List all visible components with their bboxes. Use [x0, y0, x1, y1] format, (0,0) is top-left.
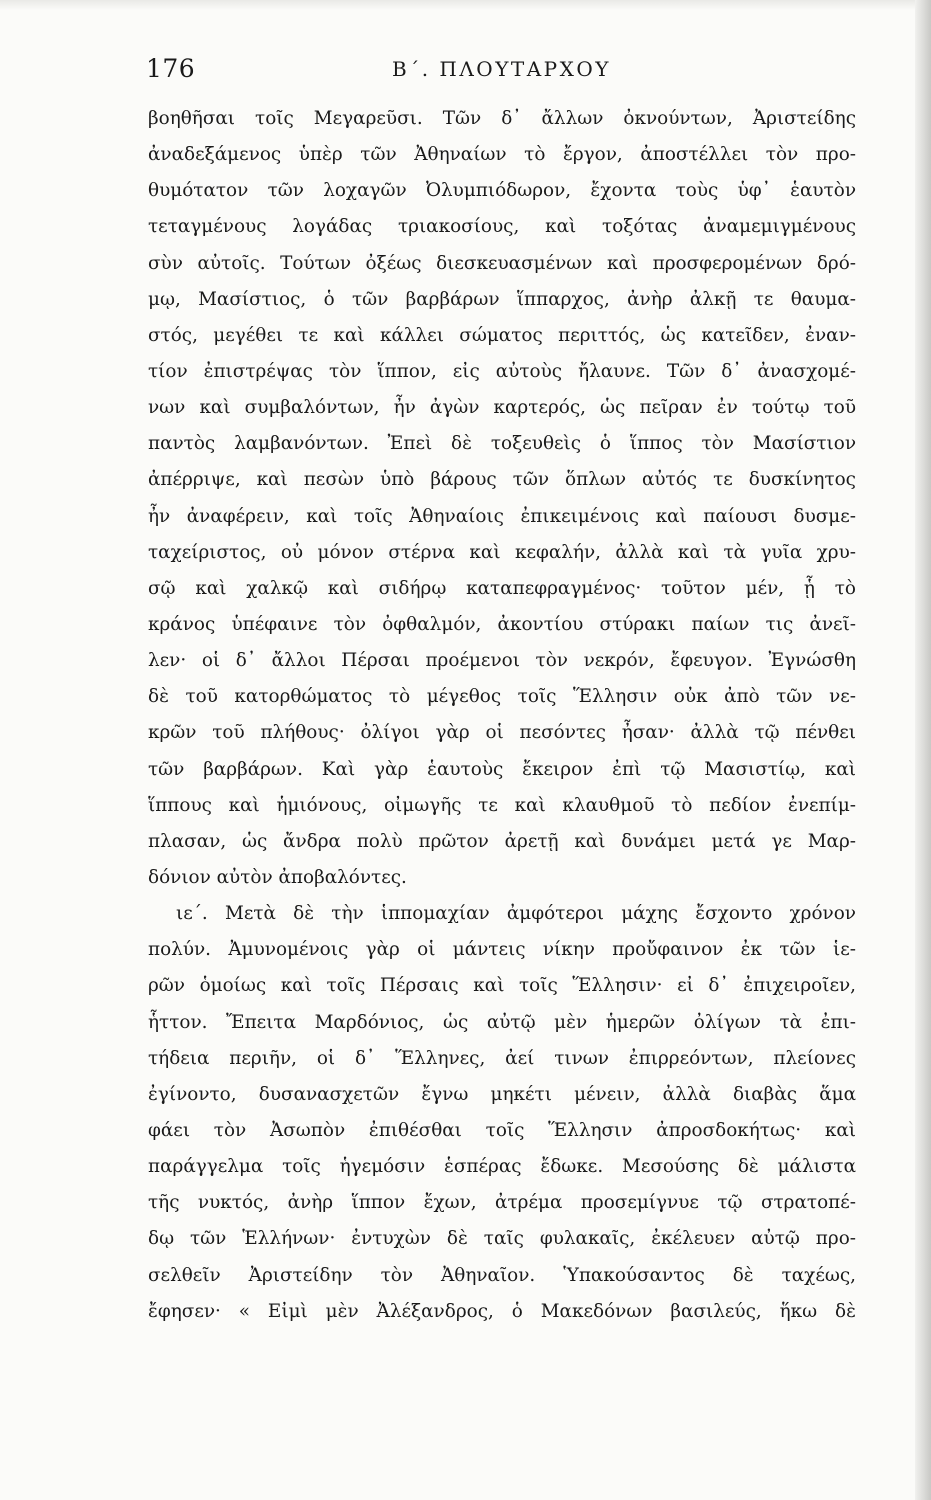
page-header: [146, 54, 852, 88]
text-line: κράνος ὑπέφαινε τὸν ὀφθαλμόν, ἀκοντίου στύρακι παίων τις ἀνεῖ-: [148, 613, 856, 635]
text-line: τῶν βαρβάρων. Καὶ γὰρ ἑαυτοὺς ἔκειρον ἐπὶ τῷ Μασιστίῳ, καὶ: [148, 758, 856, 780]
page-top-shadow: [0, 0, 931, 10]
text-line: σελθεῖν Ἀριστείδην τὸν Ἀθηναῖον. Ὑπακούσαντος δὲ ταχέως,: [148, 1264, 856, 1286]
text-line: σὺν αὐτοῖς. Τούτων ὀξέως διεσκευασμένων καὶ προσφερομένων δρό-: [148, 252, 856, 274]
text-line: ἀπέρριψε, καὶ πεσὼν ὑπὸ βάρους τῶν ὅπλων αὐτός τε δυσκίνητος: [148, 469, 856, 491]
text-line: σῷ καὶ χαλκῷ καὶ σιδήρῳ καταπεφραγμένος· τοῦτον μέν, ᾗ τὸ: [148, 577, 856, 599]
text-line: τεταγμένους λογάδας τριακοσίους, καὶ τοξότας ἀναμεμιγμένους: [148, 216, 856, 238]
text-line: πολύν. Ἀμυνομένοις γὰρ οἱ μάντεις νίκην προὔφαινον ἐκ τῶν ἱε-: [148, 939, 856, 961]
text-line: μῳ, Μασίστιος, ὁ τῶν βαρβάρων ἵππαρχος, ἀνὴρ ἀλκῇ τε θαυμα-: [148, 288, 856, 310]
page-number: 176: [146, 54, 196, 83]
text-line: δόνιον αὐτὸν ἀποβαλόντες.: [148, 866, 407, 888]
text-line: ἧττον. Ἔπειτα Μαρδόνιος, ὡς αὐτῷ μὲν ἡμερῶν ὀλίγων τὰ ἐπι-: [148, 1011, 856, 1033]
page-binding-edge: [915, 0, 931, 1500]
body-text: [148, 101, 856, 1330]
text-line: στός, μεγέθει τε καὶ κάλλει σώματος περιττός, ὡς κατεῖδεν, ἐναν-: [148, 324, 856, 346]
text-line: δῳ τῶν Ἑλλήνων· ἐντυχὼν δὲ ταῖς φυλακαῖς, ἐκέλευεν αὐτῷ προ-: [148, 1228, 856, 1250]
text-line: κρῶν τοῦ πλήθους· ὀλίγοι γὰρ οἱ πεσόντες ἦσαν· ἀλλὰ τῷ πένθει: [148, 722, 856, 744]
text-line: δὲ τοῦ κατορθώματος τὸ μέγεθος τοῖς Ἕλλησιν οὐκ ἀπὸ τῶν νε-: [148, 686, 856, 708]
text-line: τίον ἐπιστρέψας τὸν ἵππον, εἰς αὐτοὺς ἤλαυνε. Τῶν δ᾽ ἀνασχομέ-: [148, 360, 856, 382]
text-line: λεν· οἱ δ᾽ ἄλλοι Πέρσαι προέμενοι τὸν νεκρόν, ἔφευγον. Ἐγνώσθη: [148, 650, 856, 672]
text-line: ἵππους καὶ ἡμιόνους, οἰμωγῆς τε καὶ κλαυθμοῦ τὸ πεδίον ἐνεπίμ-: [148, 794, 856, 816]
text-line: ιε΄. Μετὰ δὲ τὴν ἱππομαχίαν ἀμφότεροι μάχης ἔσχοντο χρόνον: [176, 903, 856, 925]
text-line: τήδεια περιῆν, οἱ δ᾽ Ἕλληνες, ἀεί τινων ἐπιρρεόντων, πλείονες: [148, 1047, 856, 1069]
text-line: τῆς νυκτός, ἀνὴρ ἵππον ἔχων, ἀτρέμα προσεμίγνυε τῷ στρατοπέ-: [148, 1192, 856, 1214]
text-line: βοηθῆσαι τοῖς Μεγαρεῦσι. Τῶν δ᾽ ἄλλων ὀκνούντων, Ἀριστείδης: [148, 108, 856, 129]
text-line: ἦν ἀναφέρειν, καὶ τοῖς Ἀθηναίοις ἐπικειμένοις καὶ παίουσι δυσμε-: [148, 505, 856, 527]
text-line: θυμότατον τῶν λοχαγῶν Ὀλυμπιόδωρον, ἔχοντα τοὺς ὑφ᾽ ἑαυτὸν: [148, 180, 856, 202]
running-head: Β΄. ΠΛΟΥΤΑΡΧΟΥ: [392, 57, 611, 81]
text-line: ρῶν ὁμοίως καὶ τοῖς Πέρσαις καὶ τοῖς Ἕλλησιν· εἰ δ᾽ ἐπιχειροῖεν,: [148, 975, 856, 997]
text-line: ἀναδεξάμενος ὑπὲρ τῶν Ἀθηναίων τὸ ἔργον, ἀποστέλλει τὸν προ-: [148, 144, 856, 166]
text-line: παράγγελμα τοῖς ἡγεμόσιν ἑσπέρας ἔδωκε. Μεσούσης δὲ μάλιστα: [148, 1156, 856, 1178]
text-line: πλασαν, ὡς ἄνδρα πολὺ πρῶτον ἀρετῇ καὶ δυνάμει μετά γε Μαρ-: [148, 830, 856, 852]
text-line: ἐγίνοντο, δυσανασχετῶν ἔγνω μηκέτι μένειν, ἀλλὰ διαβὰς ἅμα: [148, 1083, 856, 1105]
text-line: ἔφησεν· « Εἰμὶ μὲν Ἀλέξανδρος, ὁ Μακεδόνων βασιλεύς, ἥκω δὲ: [148, 1300, 856, 1322]
text-line: νων καὶ συμβαλόντων, ἦν ἀγὼν καρτερός, ὡς πεῖραν ἐν τούτῳ τοῦ: [148, 397, 856, 419]
text-line: παντὸς λαμβανόντων. Ἐπεὶ δὲ τοξευθεὶς ὁ ἵππος τὸν Μασίστιον: [148, 433, 856, 455]
text-line: φάει τὸν Ἀσωπὸν ἐπιθέσθαι τοῖς Ἕλλησιν ἀπροσδοκήτως· καὶ: [148, 1119, 856, 1141]
text-line: ταχείριστος, οὐ μόνον στέρνα καὶ κεφαλήν, ἀλλὰ καὶ τὰ γυῖα χρυ-: [148, 541, 856, 563]
